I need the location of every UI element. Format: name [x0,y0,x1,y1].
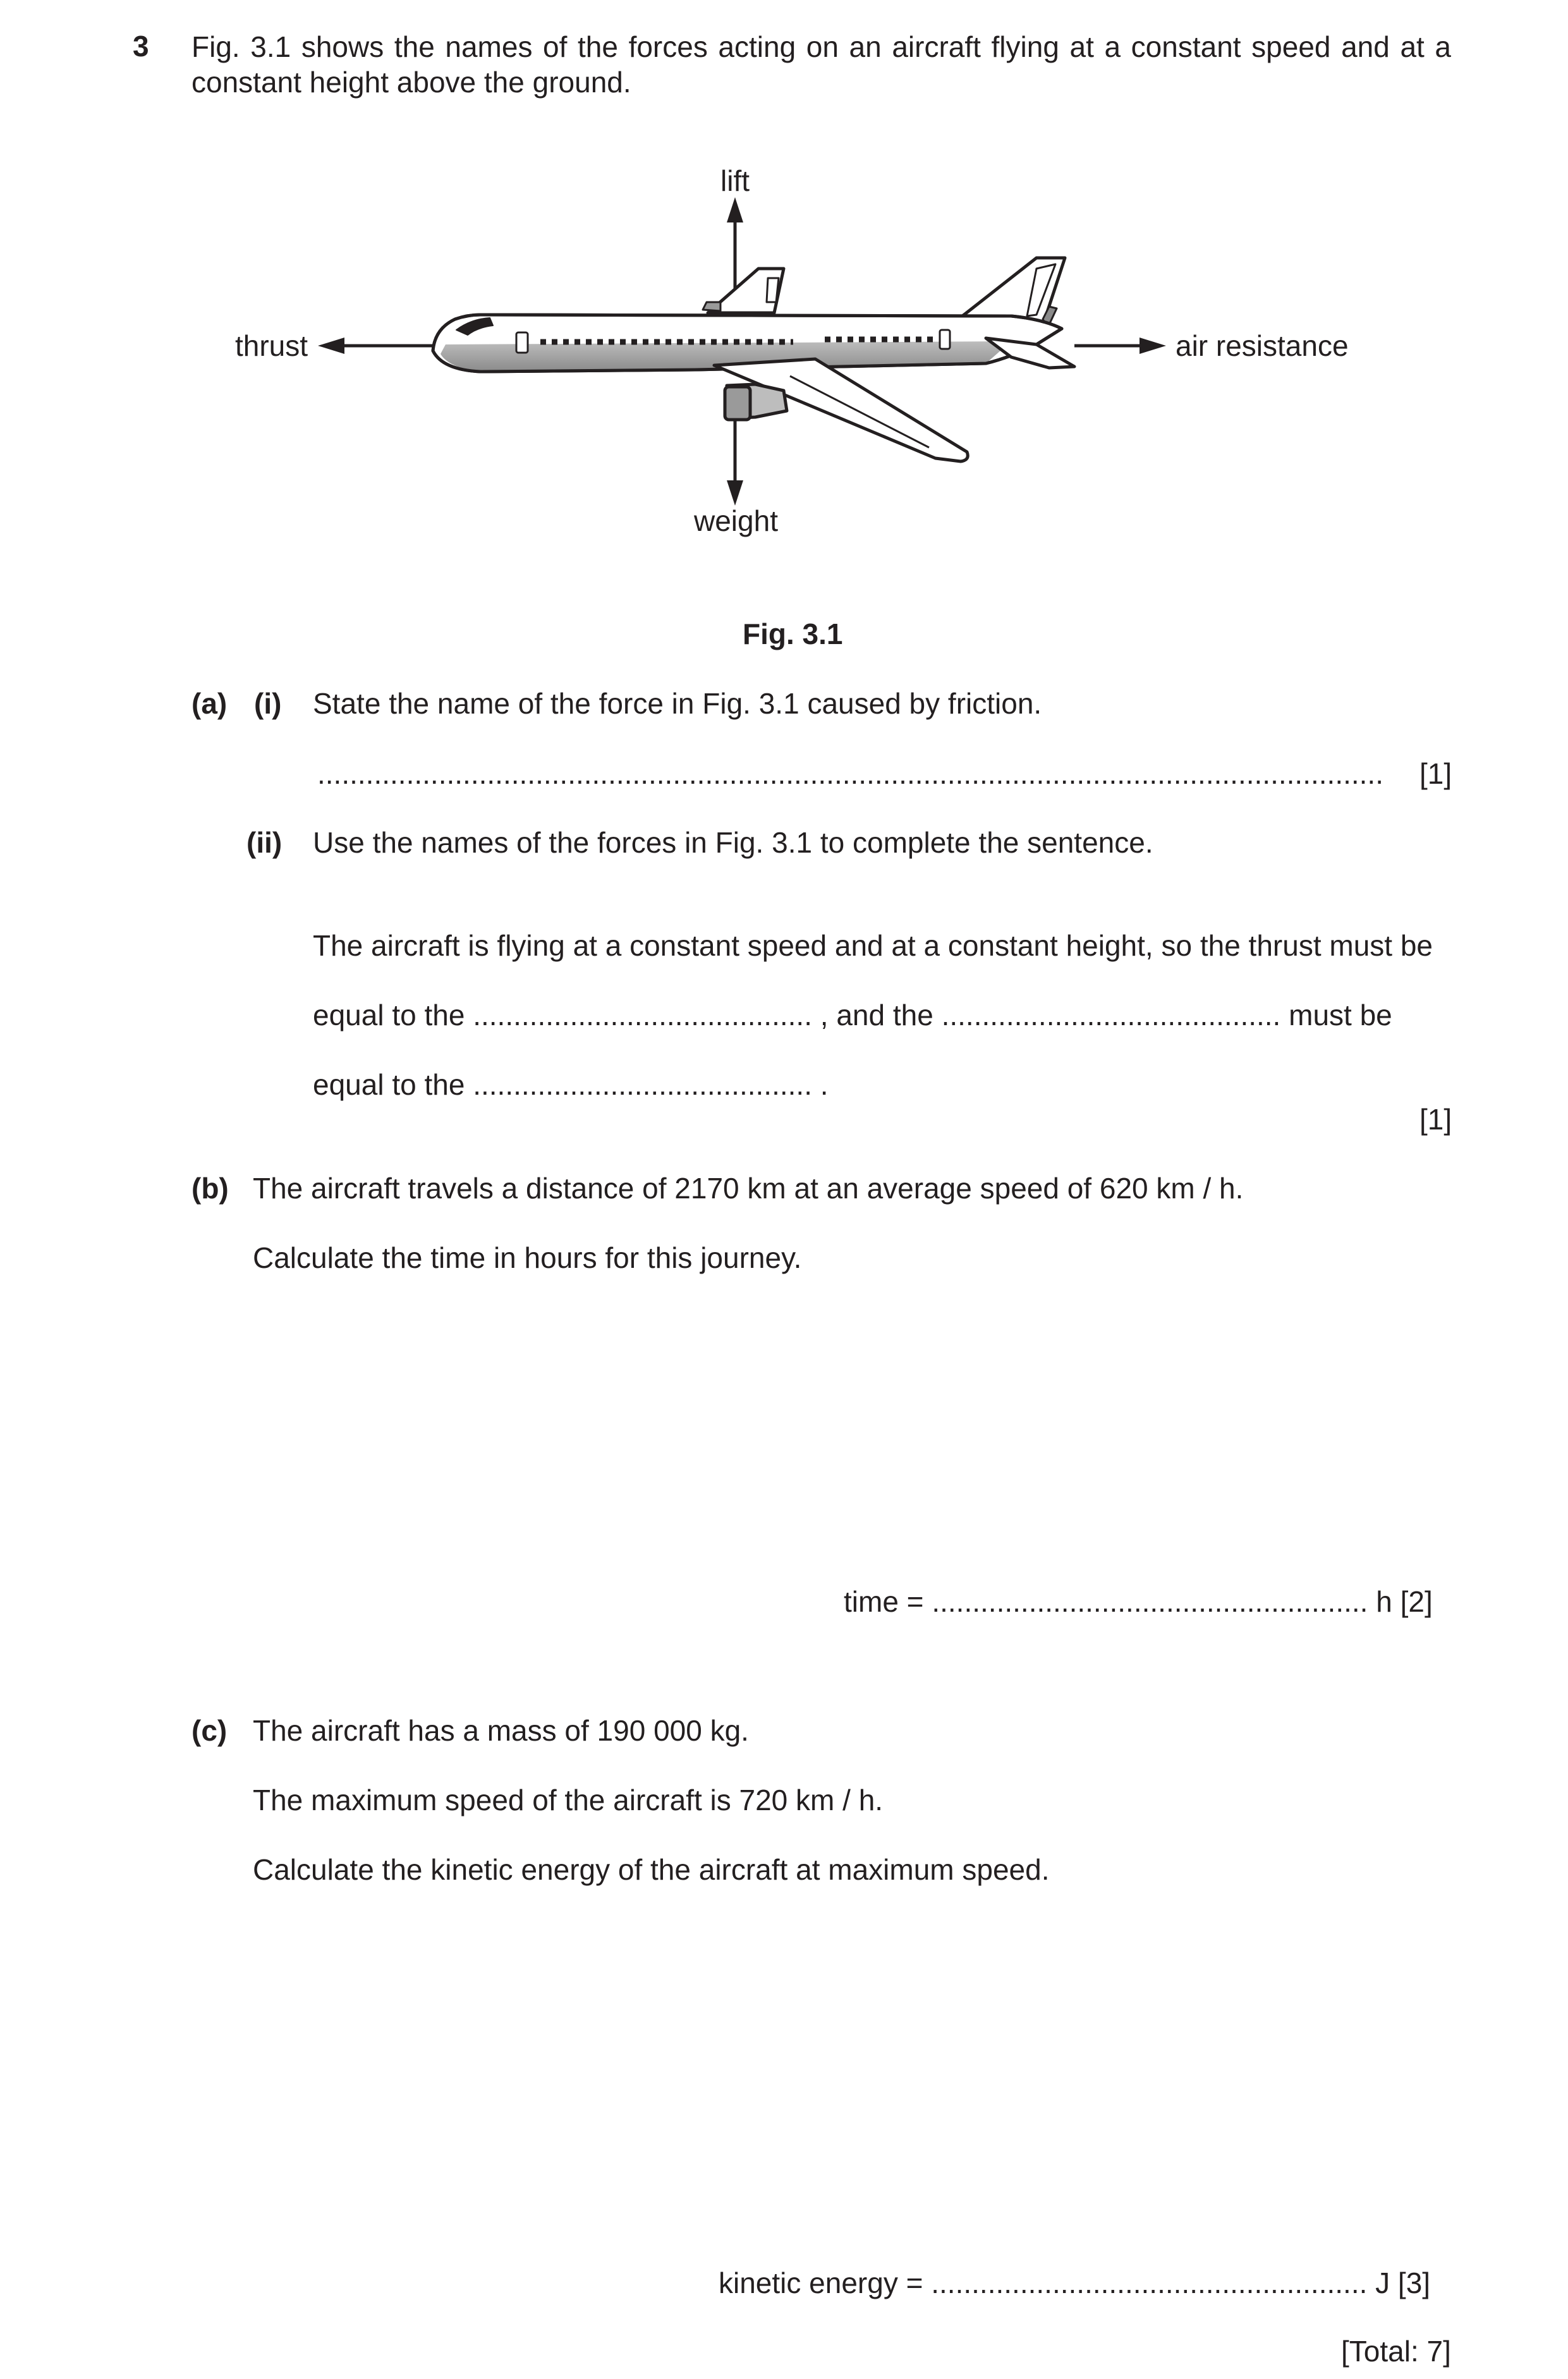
part-a-i-label: (i) [254,687,282,720]
part-c-answer[interactable]: kinetic energy = ...................................................... J [3] [719,2266,1431,2299]
part-a-ii-sentence-line2[interactable]: equal to the .......................................... , and the .......................................... must be [313,999,1392,1031]
weight-arrow [727,414,743,506]
aircraft-drawing [433,258,1074,461]
aircraft-force-diagram [0,0,1568,569]
part-a-ii-marks: [1] [1419,1103,1452,1136]
label-thrust: thrust [235,329,308,362]
part-a-ii-sentence-line1: The aircraft is flying at a constant speed and at a constant height, so the thrust must be [313,929,1433,962]
part-a-ii-sentence-line3[interactable]: equal to the .......................................... . [313,1068,829,1101]
part-b-answer[interactable]: time = ...................................................... h [2] [844,1585,1433,1618]
part-a-label: (a) [191,687,228,720]
part-c-text3: Calculate the kinetic energy of the aircraft at maximum speed. [253,1853,1050,1886]
label-air-resistance: air resistance [1176,329,1349,362]
label-weight: weight [694,504,778,537]
part-a-ii-label: (ii) [246,826,283,859]
figure-caption: Fig. 3.1 [743,618,843,650]
part-a-i-text: State the name of the force in Fig. 3.1 caused by friction. [313,687,1042,720]
question-number: 3 [133,30,149,63]
air-resistance-arrow [1074,338,1166,354]
part-c-label: (c) [191,1714,228,1747]
part-c-text2: The maximum speed of the aircraft is 720 km / h. [253,1784,884,1816]
part-c-text1: The aircraft has a mass of 190 000 kg. [253,1714,749,1747]
part-b-text2: Calculate the time in hours for this journey. [253,1241,802,1274]
thrust-arrow [318,338,436,354]
part-b-label: (b) [191,1172,229,1205]
part-b-text1: The aircraft travels a distance of 2170 km at an average speed of 620 km / h. [253,1172,1244,1205]
question-intro: Fig. 3.1 shows the names of the forces acting on an aircraft flying at a constant speed and at a constant height above the ground. [191,30,1451,99]
part-a-i-marks: [1] [1419,757,1452,790]
part-a-i-answer-line[interactable]: .................................................................................................................................... [317,757,1383,790]
total-marks: [Total: 7] [1341,2335,1451,2368]
part-a-ii-text: Use the names of the forces in Fig. 3.1 to complete the sentence. [313,826,1153,859]
label-lift: lift [720,164,750,197]
